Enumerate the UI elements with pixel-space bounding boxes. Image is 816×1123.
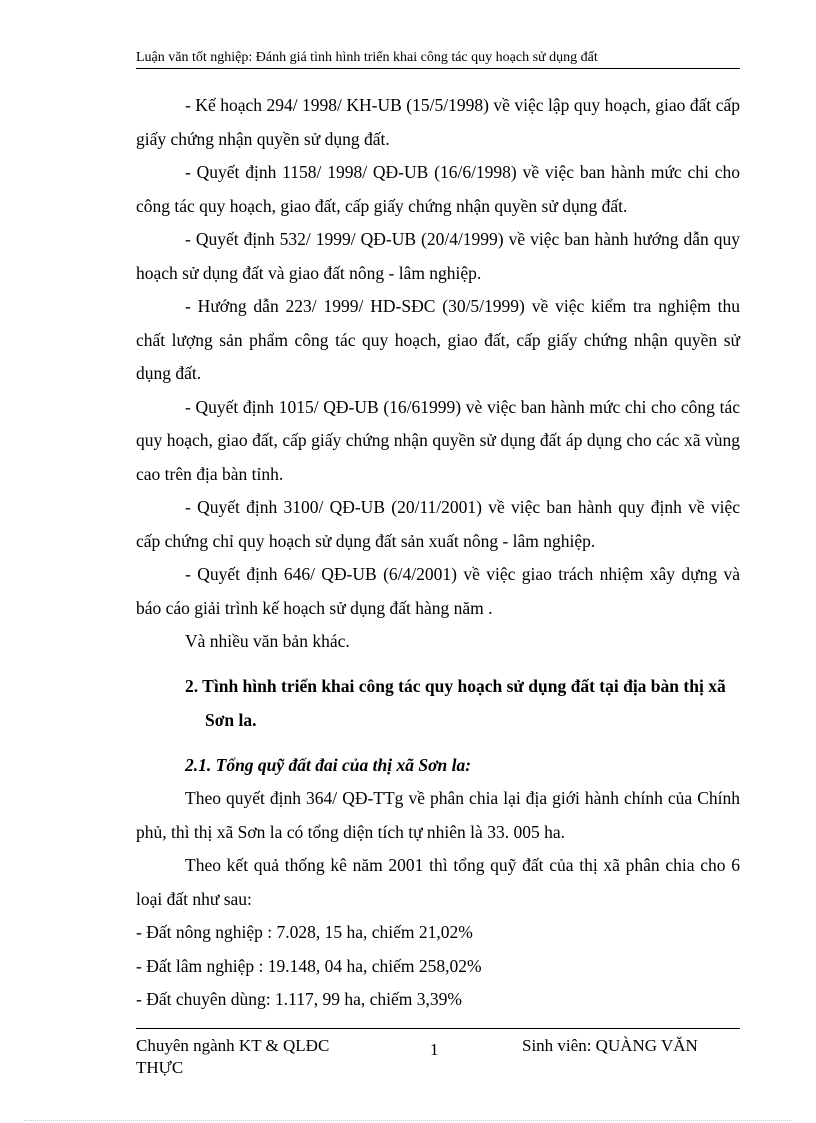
land-type-item: - Đất lâm nghiệp : 19.148, 04 ha, chiếm 258,02%	[136, 955, 482, 976]
body-item: - Quyết định 1158/ 1998/ QĐ-UB (16/6/1998) về việc ban hành mức chi cho công tác quy hoạch, giao đất, cấp giấy chứng nhận quyền sử dụng đất.	[136, 162, 740, 216]
body-item: - Quyết định 532/ 1999/ QĐ-UB (20/4/1999) về việc ban hành hướng dẫn quy hoạch sử dụng đất và giao đất nông - lâm nghiệp.	[136, 229, 740, 283]
footer-student: Sinh viên: QUÀNG VĂN	[522, 1036, 698, 1055]
page-footer	[136, 1028, 740, 1077]
header-title: Luận văn tốt nghiệp: Đánh giá tình hình triển khai công tác quy hoạch sử dụng đất	[136, 50, 598, 65]
body-item: - Hướng dẫn 223/ 1999/ HD-SĐC (30/5/1999) về việc kiểm tra nghiệm thu chất lượng sản phẩm công tác quy hoạch, giao đất, cấp giấy chứng nhận quyền sử dụng đất.	[136, 296, 740, 383]
footer-major: Chuyên ngành KT & QLĐC THỰC	[136, 1036, 330, 1077]
body-item: - Kế hoạch 294/ 1998/ KH-UB (15/5/1998) về việc lập quy hoạch, giao đất cấp giấy chứng nhận quyền sử dụng đất.	[136, 95, 740, 149]
body-item: - Quyết định 3100/ QĐ-UB (20/11/2001) về việc ban hành quy định về việc cấp chứng chỉ quy hoạch sử dụng đất sản xuất nông - lâm nghiệp.	[136, 497, 740, 551]
body-item: - Quyết định 1015/ QĐ-UB (16/61999) vè việc ban hành mức chi cho công tác quy hoạch, giao đất, cấp giấy chứng nhận quyền sử dụng đất áp dụng cho các xã vùng cao trên địa bàn tỉnh.	[136, 396, 740, 484]
body-paragraph: Theo quyết định 364/ QĐ-TTg về phân chia lại địa giới hành chính của Chính phủ, thì thị xã Sơn la có tổng diện tích tự nhiên là 33. 005 ha.	[136, 788, 740, 842]
land-type-item: - Đất chuyên dùng: 1.117, 99 ha, chiếm 3,39%	[136, 989, 462, 1009]
body-item: - Quyết định 646/ QĐ-UB (6/4/2001) về việc giao trách nhiệm xây dựng và báo cáo giải trình kế hoạch sử dụng đất hàng năm .	[136, 564, 740, 618]
land-type-item: - Đất nông nghiệp : 7.028, 15 ha, chiếm 21,02%	[136, 922, 473, 942]
subsection-heading: 2.1. Tổng quỹ đất đai của thị xã Sơn la:	[185, 754, 472, 775]
document-body	[136, 89, 740, 1017]
section-heading: 2. Tình hình triển khai công tác quy hoạch sử dụng đất tại địa bàn thị xã Sơn la.	[185, 675, 726, 730]
page-number: 1	[430, 1040, 439, 1059]
body-paragraph: Theo kết quả thống kê năm 2001 thì tổng quỹ đất của thị xã phân chia cho 6 loại đất như sau:	[136, 855, 740, 909]
page-header	[136, 50, 740, 69]
page-edge-divider	[24, 1120, 792, 1121]
closing-line: Và nhiều văn bản khác.	[185, 631, 350, 651]
